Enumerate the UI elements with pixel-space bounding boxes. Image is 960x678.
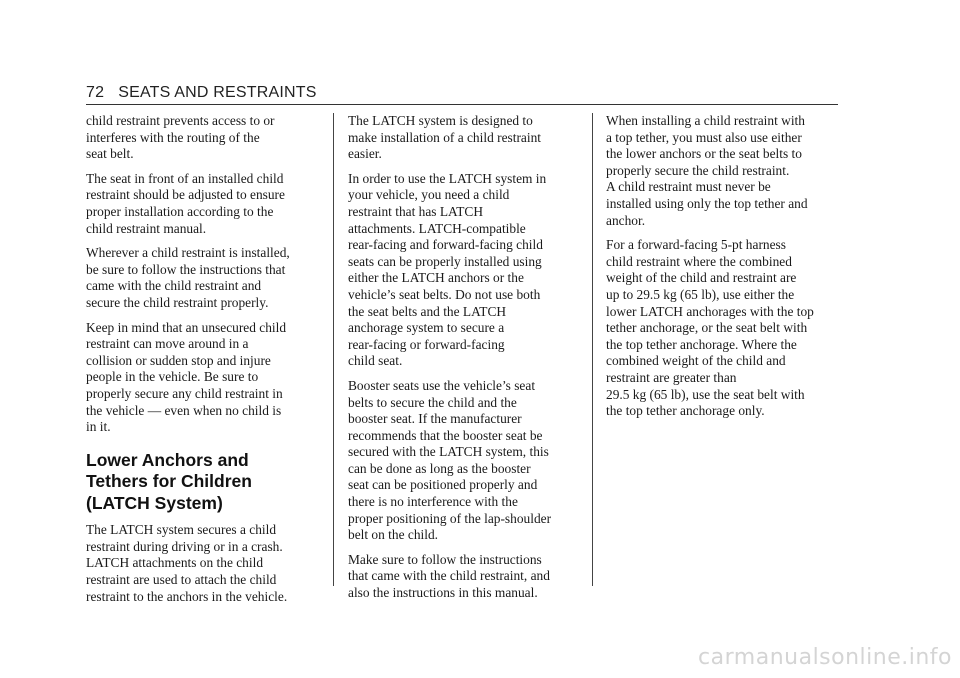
- watermark-text: carmanualsonline.info: [698, 645, 952, 670]
- page-number: 72: [86, 84, 105, 101]
- paragraph: Make sure to follow the instructions that came with the child restraint, and also the instructions in this manual.: [348, 551, 550, 601]
- column-3: [606, 113, 842, 428]
- column-1: [86, 113, 326, 613]
- column-2: [348, 113, 584, 610]
- section-heading: Lower Anchors and Tethers for Children (LATCH System): [86, 449, 252, 513]
- column-divider: [333, 113, 334, 586]
- paragraph: child restraint prevents access to or interferes with the routing of the seat belt.: [86, 113, 275, 162]
- paragraph: Wherever a child restraint is installed, be sure to follow the instructions that came with the child restraint and secure the child restraint properly.: [86, 245, 290, 310]
- section-title: SEATS AND RESTRAINTS: [118, 84, 317, 101]
- paragraph: Keep in mind that an unsecured child restraint can move around in a collision or sudden stop and injure people in the vehicle. Be sure to properly secure any child restraint in the vehicle — even when no child is in it.: [86, 319, 287, 435]
- paragraph: When installing a child restraint with a top tether, you must also use either the lower anchors or the seat belts to properly secure the child restraint. A child restraint must never be installed using only the top tether and anchor.: [606, 113, 808, 228]
- header-rule: [86, 104, 838, 105]
- paragraph: Booster seats use the vehicle’s seat belts to secure the child and the booster seat. If the manufacturer recommends that the booster seat be secured with the LATCH system, this can be done as long as the booster seat can be positioned properly and there is no interference with the proper positioning of the lap-shoulder belt on the child.: [348, 377, 552, 543]
- page-header: [86, 84, 317, 102]
- paragraph: In order to use the LATCH system in your vehicle, you need a child restraint that has LATCH attachments. LATCH-compatible rear-facing and forward-facing child seats can be properly installed using either the LATCH anchors or the vehicle’s seat belts. Do not use both the seat belts and the LATCH anchorage system to secure a rear-facing or forward-facing child seat.: [348, 170, 547, 369]
- column-divider: [592, 113, 593, 586]
- paragraph: For a forward-facing 5-pt harness child restraint where the combined weight of the child and restraint are up to 29.5 kg (65 lb), use either the lower LATCH anchorages with the top tether anchorage, or the seat belt with the top tether anchorage. Where the combined weight of the child and restraint are greater than 29.5 kg (65 lb), use the seat belt with the top tether anchorage only.: [606, 237, 814, 419]
- paragraph: The LATCH system secures a child restraint during driving or in a crash. LATCH attachments on the child restraint are used to attach the child restraint to the anchors in the vehicle.: [86, 522, 288, 604]
- paragraph: The LATCH system is designed to make installation of a child restraint easier.: [348, 113, 541, 162]
- paragraph: The seat in front of an installed child restraint should be adjusted to ensure proper installation according to the child restraint manual.: [86, 170, 285, 236]
